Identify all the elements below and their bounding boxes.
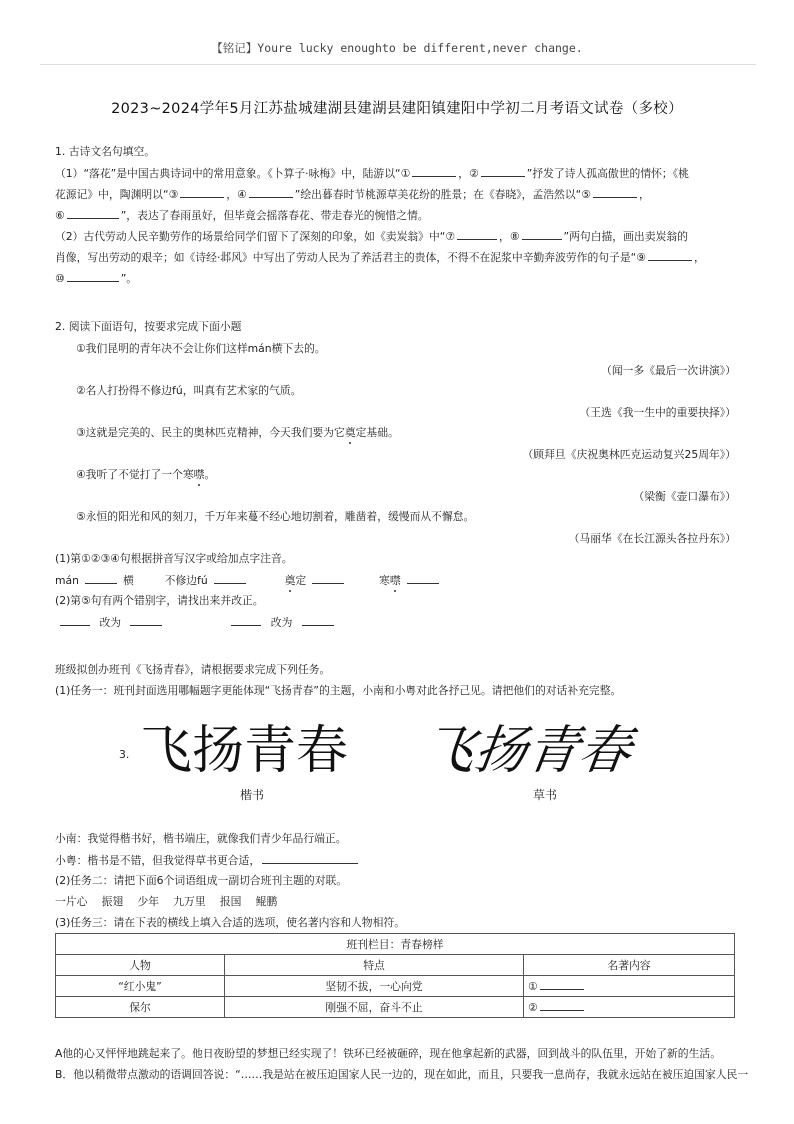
table-header: 名著内容	[524, 955, 735, 976]
caption-kaishu: 楷书	[240, 788, 265, 802]
blank-7[interactable]	[457, 229, 497, 240]
q3-task-2: (2)任务二：请把下面6个词语组成一副切合班刊主题的对联。	[55, 874, 348, 887]
q2-sub-1: (1)第①②③④句根据拼音写汉字或给加点字注音。	[55, 552, 293, 565]
table-caption: 班刊栏目：青春榜样	[56, 934, 735, 955]
blank-4[interactable]	[249, 187, 293, 198]
answer-blank[interactable]	[302, 615, 334, 626]
blank-8[interactable]	[522, 229, 562, 240]
q1-line-6: ⑩ ”。	[55, 272, 138, 285]
table-header: 人物	[56, 955, 225, 976]
answer-blank[interactable]	[231, 615, 261, 626]
q2-sentence-1: ①我们昆明的青年决不会让你们这样mán横下去的。	[76, 342, 326, 355]
header-divider	[40, 64, 756, 65]
q1-line-3: ⑥ ”，表达了春雨虽好，但毕竟会摇落春花、带走春光的惋惜之情。	[55, 209, 429, 222]
blank-9[interactable]	[648, 250, 692, 261]
blank-5[interactable]	[593, 187, 637, 198]
q1-heading: 1. 古诗文名句填空。	[55, 145, 156, 158]
table-header: 特点	[225, 955, 524, 976]
answer-blank[interactable]	[60, 615, 90, 626]
answer-blank[interactable]	[85, 573, 117, 584]
blank-2[interactable]	[481, 166, 525, 177]
calligraphy-caoshu: 飞扬青春	[418, 721, 635, 781]
q1-line-1: （1）“落花”是中国古典诗词中的常用意象。《卜算子·咏梅》中，陆游以“① ，② ”抒发了诗人孤高傲世的情怀；《桃	[55, 167, 689, 180]
q1-line-5: 肖像，写出劳动的艰辛；如《诗经·邶风》中写出了劳动人民为了养活君主的贵体，不得不在泥浆中辛勤奔波劳作的句子是“⑨ ，	[55, 251, 705, 264]
motto-header: 【铭记】Youre lucky enoughto be different,never change.	[211, 41, 583, 55]
q2-sentence-3: ③这就是完美的、民主的奥林匹克精神，今天我们要为它奠定基础。	[76, 426, 399, 439]
dialogue-xiaoyue: 小粤：楷书是不错，但我觉得草书更合适，	[55, 853, 360, 868]
q2-sentence-2: ②名人打扮得不修边fú，叫真有艺术家的气质。	[76, 384, 302, 397]
q3-words: 一片心 振翅 少年 九万里 报国 鲲鹏	[55, 895, 278, 908]
q2-sentence-5: ⑤永恒的阳光和风的刻刀，千万年来蔓不经心地切割着，雕凿着，缓慢而从不懈怠。	[76, 510, 475, 523]
q2-heading: 2. 阅读下面语句，按要求完成下面小题	[55, 320, 242, 333]
q2-source-2: （王选《我一生中的重要抉择》）	[579, 406, 736, 419]
blank-6[interactable]	[67, 208, 119, 219]
dialogue-xiaonan: 小南：我觉得楷书好，楷书端庄，就像我们青少年品行端正。	[55, 832, 347, 845]
q3-intro: 班级拟创办班刊《飞扬青春》，请根据要求完成下列任务。	[55, 663, 331, 676]
q1-line-2: 花源记》中，陶渊明以“③ ，④ ”绘出暮春时节桃源草美花纷的胜景；在《春晓》，孟浩然以“⑤ ，	[55, 188, 650, 201]
calligraphy-kaishu: 飞扬青春	[140, 721, 349, 781]
q2-answer-row-1: mán 横 不修边fú 奠定 寒噤	[55, 573, 445, 588]
answer-blank[interactable]	[407, 573, 439, 584]
option-a: A他的心又怦怦地跳起来了。他日夜盼望的梦想已经实现了！铁环已经被砸碎，现在他拿起新的武器，回到战斗的队伍里，开始了新的生活。	[55, 1047, 721, 1060]
page-title: 2023~2024学年5月江苏盐城建湖县建湖县建阳镇建阳中学初二月考语文试卷（多校）	[111, 101, 683, 117]
table-row: 保尔 刚强不屈，奋斗不止 ②	[56, 997, 735, 1018]
q2-sub-2: (2)第⑤句有两个错别字，请找出来并改正。	[55, 594, 264, 607]
dialogue-blank[interactable]	[262, 853, 358, 864]
table-row: “红小鬼” 坚韧不拔，一心向党 ①	[56, 976, 735, 997]
q2-source-4: （梁衡《壶口瀑布》）	[633, 490, 736, 503]
blank-1[interactable]	[412, 166, 456, 177]
table-blank[interactable]	[540, 979, 584, 990]
q2-sentence-4: ④我听了不觉打了一个寒噤。	[76, 468, 216, 481]
q1-line-4: （2）古代劳动人民辛勤劳作的场景给同学们留下了深刻的印象，如《卖炭翁》中“⑦ ，⑧ ”两句白描，画出卖炭翁的	[55, 230, 688, 243]
q3-number: 3.	[119, 748, 130, 761]
blank-10[interactable]	[67, 271, 119, 282]
caption-caoshu: 草书	[533, 788, 558, 802]
q2-source-1: （闻一多《最后一次讲演》）	[601, 364, 736, 377]
q2-source-5: （马丽华《在长江源头各拉丹东》）	[568, 532, 736, 545]
answer-blank[interactable]	[130, 615, 162, 626]
answer-blank[interactable]	[312, 573, 344, 584]
q2-source-3: （顾拜旦《庆祝奥林匹克运动复兴25周年》）	[522, 448, 736, 461]
answer-blank[interactable]	[214, 573, 246, 584]
blank-3[interactable]	[180, 187, 224, 198]
q3-task-3: (3)任务三：请在下表的横线上填入合适的选项，使名著内容和人物相符。	[55, 916, 405, 929]
table-blank[interactable]	[540, 1000, 584, 1011]
role-model-table	[55, 933, 735, 1018]
calligraphy-image	[140, 714, 680, 784]
q3-task-1: (1)任务一：班刊封面选用哪幅题字更能体现“飞扬青春”的主题，小南和小粤对此各抒己见。请把他们的对话补充完整。	[55, 684, 622, 697]
q2-answer-row-2: 改为 改为	[58, 615, 336, 630]
option-b: B．他以稍微带点激动的语调回答说：“……我是站在被压迫国家人民一边的，现在如此，而且，只要我一息尚存，我就永远站在被压迫国家人民一	[55, 1068, 749, 1081]
